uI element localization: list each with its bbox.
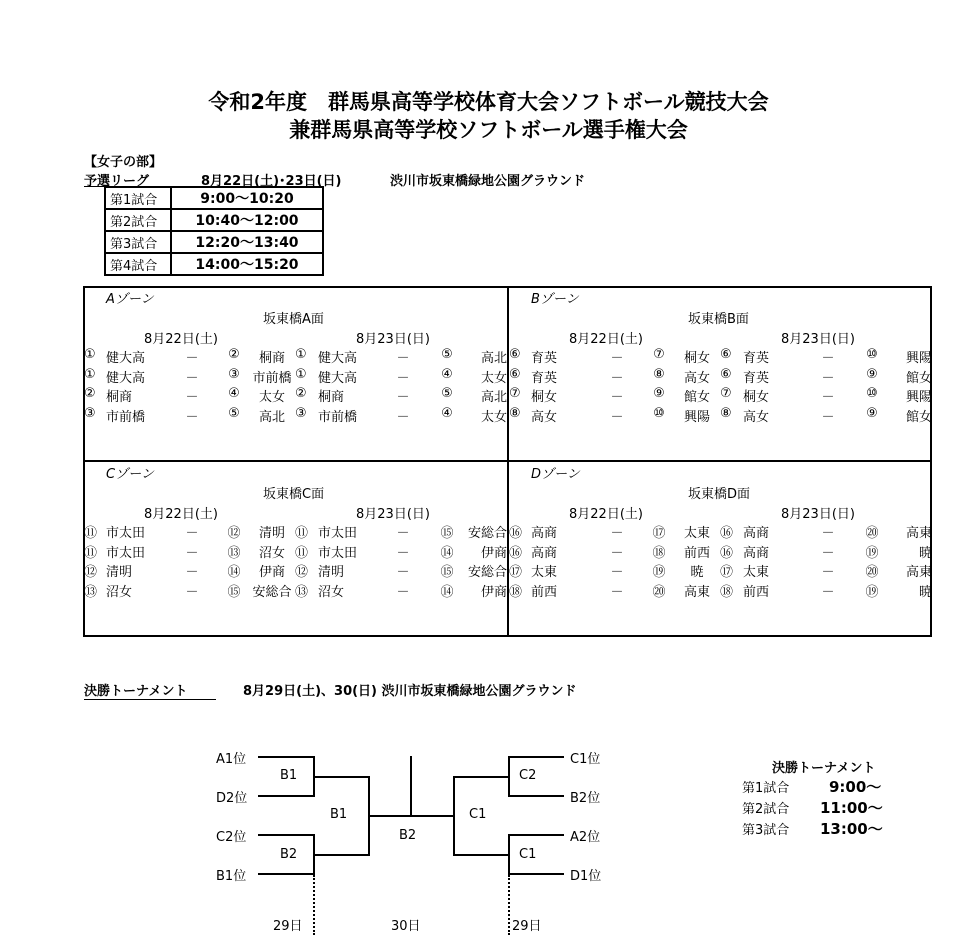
prelim-schedule-table — [104, 186, 324, 276]
bracket-line — [453, 776, 455, 856]
prelim-label: 予選リーグ — [84, 174, 150, 189]
team-name: 太女 — [480, 409, 507, 425]
final-schedule-time: 13:00～ — [820, 820, 883, 838]
day-label: 29日 — [512, 919, 542, 934]
vs-dash: － — [821, 584, 835, 600]
team-name: 桐女 — [683, 351, 710, 366]
schedule-row — [105, 187, 323, 209]
team-name: 前西 — [531, 584, 558, 600]
zones-divider-horizontal — [83, 460, 932, 462]
zone-name: Dゾーン — [531, 467, 580, 482]
seed-number: ① — [84, 366, 96, 382]
seed-number: ② — [228, 347, 240, 362]
zone-court: 坂東橋C面 — [263, 487, 325, 502]
zone-day2: 8月23日(日) — [781, 507, 855, 522]
team-name: 高東 — [905, 565, 932, 580]
zone-court: 坂東橋D面 — [688, 487, 751, 502]
seed-left: D2位 — [216, 791, 248, 806]
seed-right: D1位 — [570, 869, 602, 884]
seed-number: ⑯ — [720, 545, 734, 561]
bracket-line — [258, 795, 314, 797]
team-name: 健大高 — [318, 351, 358, 366]
team-name: 高北 — [480, 351, 507, 366]
zone-day1: 8月22日(土) — [569, 507, 643, 522]
bracket-line — [508, 834, 564, 836]
team-name: 桐商 — [106, 390, 133, 405]
title-line1: 令和2年度 群馬県高等学校体育大会ソフトボール競技大会 — [208, 90, 769, 114]
seed-number: ⑯ — [720, 526, 734, 541]
seed-number: ⑭ — [440, 584, 454, 600]
match-court-label: C1 — [469, 807, 487, 822]
team-name: 高北 — [480, 390, 507, 405]
schedule-row — [105, 209, 323, 231]
bracket-line — [313, 776, 369, 778]
team-name: 高女 — [531, 409, 558, 425]
team-name: 館女 — [683, 390, 710, 405]
team-name: 桐女 — [743, 390, 770, 405]
zone-day1: 8月22日(土) — [569, 332, 643, 347]
seed-number: ① — [295, 347, 307, 362]
seed-number: ⑧ — [720, 405, 732, 421]
match-court-label: B1 — [330, 807, 348, 822]
day-divider — [313, 875, 315, 935]
schedule-time: 9:00～10:20 — [171, 187, 323, 209]
bracket-line — [410, 756, 412, 816]
team-name: 育英 — [531, 351, 558, 366]
team-name: 高商 — [743, 545, 770, 561]
team-name: 太東 — [743, 565, 770, 580]
seed-number: ② — [84, 386, 96, 401]
seed-number: ⑰ — [509, 565, 523, 580]
bracket-line — [508, 873, 564, 875]
seed-number: ⑪ — [295, 545, 309, 561]
team-name: 館女 — [905, 370, 932, 386]
team-name: 市前橋 — [318, 409, 358, 425]
vs-dash: － — [396, 409, 410, 425]
team-name: 館女 — [905, 409, 932, 425]
seed-number: ⑩ — [866, 386, 878, 401]
final-schedule-game: 第2試合 — [742, 802, 790, 817]
team-name: 健大高 — [106, 370, 146, 386]
seed-number: ⑭ — [440, 545, 454, 561]
team-name: 育英 — [743, 370, 770, 386]
team-name: 太東 — [531, 565, 558, 580]
vs-dash: － — [396, 390, 410, 405]
team-name: 清明 — [258, 526, 285, 541]
team-name: 伊商 — [480, 545, 507, 561]
seed-number: ⑰ — [652, 526, 666, 541]
seed-number: ⑪ — [84, 545, 98, 561]
seed-number: ⑪ — [84, 526, 98, 541]
seed-number: ⑯ — [509, 526, 523, 541]
team-name: 市前橋 — [252, 370, 292, 386]
schedule-time: 10:40～12:00 — [171, 209, 323, 231]
zone-day1: 8月22日(土) — [144, 507, 218, 522]
seed-number: ⑲ — [865, 545, 879, 561]
seed-number: ⑫ — [295, 565, 309, 580]
team-name: 健大高 — [106, 351, 146, 366]
seed-number: ⑯ — [509, 545, 523, 561]
team-name: 桐商 — [258, 351, 285, 366]
bracket-line — [508, 756, 564, 758]
team-name: 興陽 — [905, 351, 932, 366]
seed-number: ⑨ — [866, 366, 878, 382]
seed-number: ⑱ — [509, 584, 523, 600]
team-name: 太女 — [480, 370, 507, 386]
vs-dash: － — [821, 526, 835, 541]
team-name: 興陽 — [683, 409, 710, 425]
schedule-row — [105, 231, 323, 253]
team-name: 桐女 — [531, 390, 558, 405]
vs-dash: － — [185, 390, 199, 405]
vs-dash: － — [396, 545, 410, 561]
day-divider — [508, 875, 510, 935]
seed-right: C1位 — [570, 752, 601, 767]
zone-name: Cゾーン — [106, 467, 154, 482]
bracket-line — [258, 873, 314, 875]
seed-number: ③ — [228, 366, 240, 382]
team-name: 沼女 — [258, 545, 285, 561]
team-name: 市太田 — [318, 545, 358, 561]
bracket-line — [313, 854, 369, 856]
seed-number: ⑮ — [440, 565, 454, 580]
seed-number: ⑬ — [227, 545, 241, 561]
seed-number: ⑳ — [865, 565, 879, 580]
vs-dash: － — [821, 545, 835, 561]
seed-number: ⑮ — [440, 526, 454, 541]
seed-number: ⑳ — [652, 584, 666, 600]
seed-number: ⑩ — [653, 405, 665, 421]
seed-number: ⑳ — [865, 526, 879, 541]
seed-number: ⑲ — [652, 565, 666, 580]
prelim-dates: 8月22日(土)･23日(日) — [201, 174, 342, 189]
vs-dash: － — [185, 545, 199, 561]
seed-number: ② — [295, 386, 307, 401]
schedule-time: 14:00～15:20 — [171, 253, 323, 275]
team-name: 暁 — [918, 584, 932, 600]
seed-number: ⑩ — [866, 347, 878, 362]
seed-number: ⑬ — [295, 584, 309, 600]
vs-dash: － — [396, 351, 410, 366]
schedule-game: 第2試合 — [105, 209, 171, 231]
vs-dash: － — [610, 409, 624, 425]
final-schedule-game: 第1試合 — [742, 781, 790, 796]
bracket-line — [508, 756, 510, 797]
vs-dash: － — [610, 565, 624, 580]
vs-dash: － — [821, 409, 835, 425]
vs-dash: － — [610, 351, 624, 366]
team-name: 沼女 — [106, 584, 133, 600]
vs-dash: － — [185, 409, 199, 425]
seed-number: ⑤ — [441, 347, 453, 362]
vs-dash: － — [396, 526, 410, 541]
team-name: 高東 — [905, 526, 932, 541]
match-court-label: B1 — [280, 768, 298, 783]
team-name: 市前橋 — [106, 409, 146, 425]
team-name: 育英 — [531, 370, 558, 386]
zone-day2: 8月23日(日) — [356, 507, 430, 522]
seed-number: ⑰ — [720, 565, 734, 580]
vs-dash: － — [185, 565, 199, 580]
vs-dash: － — [610, 370, 624, 386]
team-name: 高商 — [531, 526, 558, 541]
seed-number: ① — [84, 347, 96, 362]
team-name: 安総合 — [252, 584, 292, 600]
seed-number: ④ — [441, 366, 453, 382]
team-name: 伊商 — [258, 565, 285, 580]
team-name: 市太田 — [106, 526, 146, 541]
team-name: 興陽 — [905, 390, 932, 405]
vs-dash: － — [396, 584, 410, 600]
final-schedule-game: 第3試合 — [742, 823, 790, 838]
seed-left: C2位 — [216, 830, 247, 845]
seed-left: A1位 — [216, 752, 247, 767]
vs-dash: － — [821, 351, 835, 366]
zone-court: 坂東橋B面 — [688, 312, 749, 327]
schedule-row — [105, 253, 323, 275]
schedule-time: 12:20～13:40 — [171, 231, 323, 253]
team-name: 高北 — [258, 409, 285, 425]
seed-number: ④ — [228, 386, 240, 401]
vs-dash: － — [185, 584, 199, 600]
team-name: 高商 — [743, 526, 770, 541]
team-name: 市太田 — [318, 526, 358, 541]
match-court-label: C1 — [519, 847, 537, 862]
team-name: 沼女 — [318, 584, 345, 600]
seed-number: ⑥ — [720, 347, 732, 362]
team-name: 太東 — [683, 526, 710, 541]
seed-number: ① — [295, 366, 307, 382]
vs-dash: － — [821, 370, 835, 386]
final-schedule-title: 決勝トーナメント — [772, 761, 876, 776]
vs-dash: － — [185, 351, 199, 366]
zone-court: 坂東橋A面 — [263, 312, 324, 327]
seed-number: ⑲ — [865, 584, 879, 600]
bracket-line — [258, 756, 314, 758]
team-name: 前西 — [683, 545, 710, 561]
zone-day2: 8月23日(日) — [356, 332, 430, 347]
schedule-game: 第3試合 — [105, 231, 171, 253]
seed-number: ⑦ — [509, 386, 521, 401]
vs-dash: － — [821, 565, 835, 580]
bracket-line — [508, 834, 510, 875]
schedule-game: 第4試合 — [105, 253, 171, 275]
vs-dash: － — [185, 526, 199, 541]
seed-number: ⑦ — [720, 386, 732, 401]
team-name: 暁 — [690, 565, 704, 580]
match-court-label: B2 — [280, 847, 298, 862]
team-name: 桐商 — [318, 390, 345, 405]
bracket-line — [453, 854, 509, 856]
seed-right: B2位 — [570, 791, 601, 806]
vs-dash: － — [610, 526, 624, 541]
day-label: 30日 — [391, 919, 421, 934]
seed-number: ⑪ — [295, 526, 309, 541]
seed-number: ④ — [441, 405, 453, 421]
vs-dash: － — [610, 545, 624, 561]
final-label: 決勝トーナメント — [84, 680, 216, 700]
team-name: 市太田 — [106, 545, 146, 561]
seed-number: ⑱ — [652, 545, 666, 561]
team-name: 清明 — [106, 565, 133, 580]
seed-number: ⑥ — [720, 366, 732, 382]
seed-number: ③ — [295, 405, 307, 421]
seed-number: ⑦ — [653, 347, 665, 362]
team-name: 健大高 — [318, 370, 358, 386]
prelim-venue: 渋川市坂東橋緑地公園グラウンド — [390, 174, 586, 189]
team-name: 高女 — [743, 409, 770, 425]
team-name: 高商 — [531, 545, 558, 561]
team-name: 育英 — [743, 351, 770, 366]
team-name: 太女 — [258, 390, 285, 405]
seed-number: ⑬ — [84, 584, 98, 600]
team-name: 高女 — [683, 370, 710, 386]
team-name: 暁 — [918, 545, 932, 561]
day-label: 29日 — [273, 919, 303, 934]
bracket-line — [258, 834, 314, 836]
zone-name: Bゾーン — [531, 292, 579, 307]
vs-dash: － — [610, 390, 624, 405]
seed-right: A2位 — [570, 830, 601, 845]
schedule-game: 第1試合 — [105, 187, 171, 209]
seed-number: ⑭ — [227, 565, 241, 580]
seed-left: B1位 — [216, 869, 247, 884]
division-label: 【女子の部】 — [84, 155, 163, 170]
seed-number: ⑱ — [720, 584, 734, 600]
bracket-line — [453, 776, 509, 778]
seed-number: ⑥ — [509, 347, 521, 362]
team-name: 高東 — [683, 584, 710, 600]
team-name: 伊商 — [480, 584, 507, 600]
team-name: 清明 — [318, 565, 345, 580]
seed-number: ⑮ — [227, 584, 241, 600]
seed-number: ⑧ — [509, 405, 521, 421]
zone-day2: 8月23日(日) — [781, 332, 855, 347]
final-dates-venue: 8月29日(土)、30(日) 渋川市坂東橋緑地公園グラウンド — [243, 684, 577, 699]
vs-dash: － — [396, 370, 410, 386]
team-name: 前西 — [743, 584, 770, 600]
seed-number: ⑥ — [509, 366, 521, 382]
vs-dash: － — [821, 390, 835, 405]
zone-name: Aゾーン — [106, 292, 154, 307]
vs-dash: － — [610, 584, 624, 600]
bracket-line — [508, 795, 564, 797]
zone-day1: 8月22日(土) — [144, 332, 218, 347]
vs-dash: － — [396, 565, 410, 580]
vs-dash: － — [185, 370, 199, 386]
seed-number: ⑤ — [441, 386, 453, 401]
team-name: 安総合 — [467, 526, 507, 541]
title-line2: 兼群馬県高等学校ソフトボール選手権大会 — [289, 118, 688, 142]
seed-number: ⑨ — [866, 405, 878, 421]
seed-number: ⑨ — [653, 386, 665, 401]
seed-number: ③ — [84, 405, 96, 421]
team-name: 安総合 — [467, 565, 507, 580]
final-schedule-time: 11:00～ — [820, 799, 883, 817]
seed-number: ⑧ — [653, 366, 665, 382]
match-court-label: C2 — [519, 768, 537, 783]
seed-number: ⑫ — [227, 526, 241, 541]
seed-number: ⑫ — [84, 565, 98, 580]
match-court-label: B2 — [399, 828, 417, 843]
final-schedule-time: 9:00～ — [829, 778, 882, 796]
seed-number: ⑤ — [228, 405, 240, 421]
